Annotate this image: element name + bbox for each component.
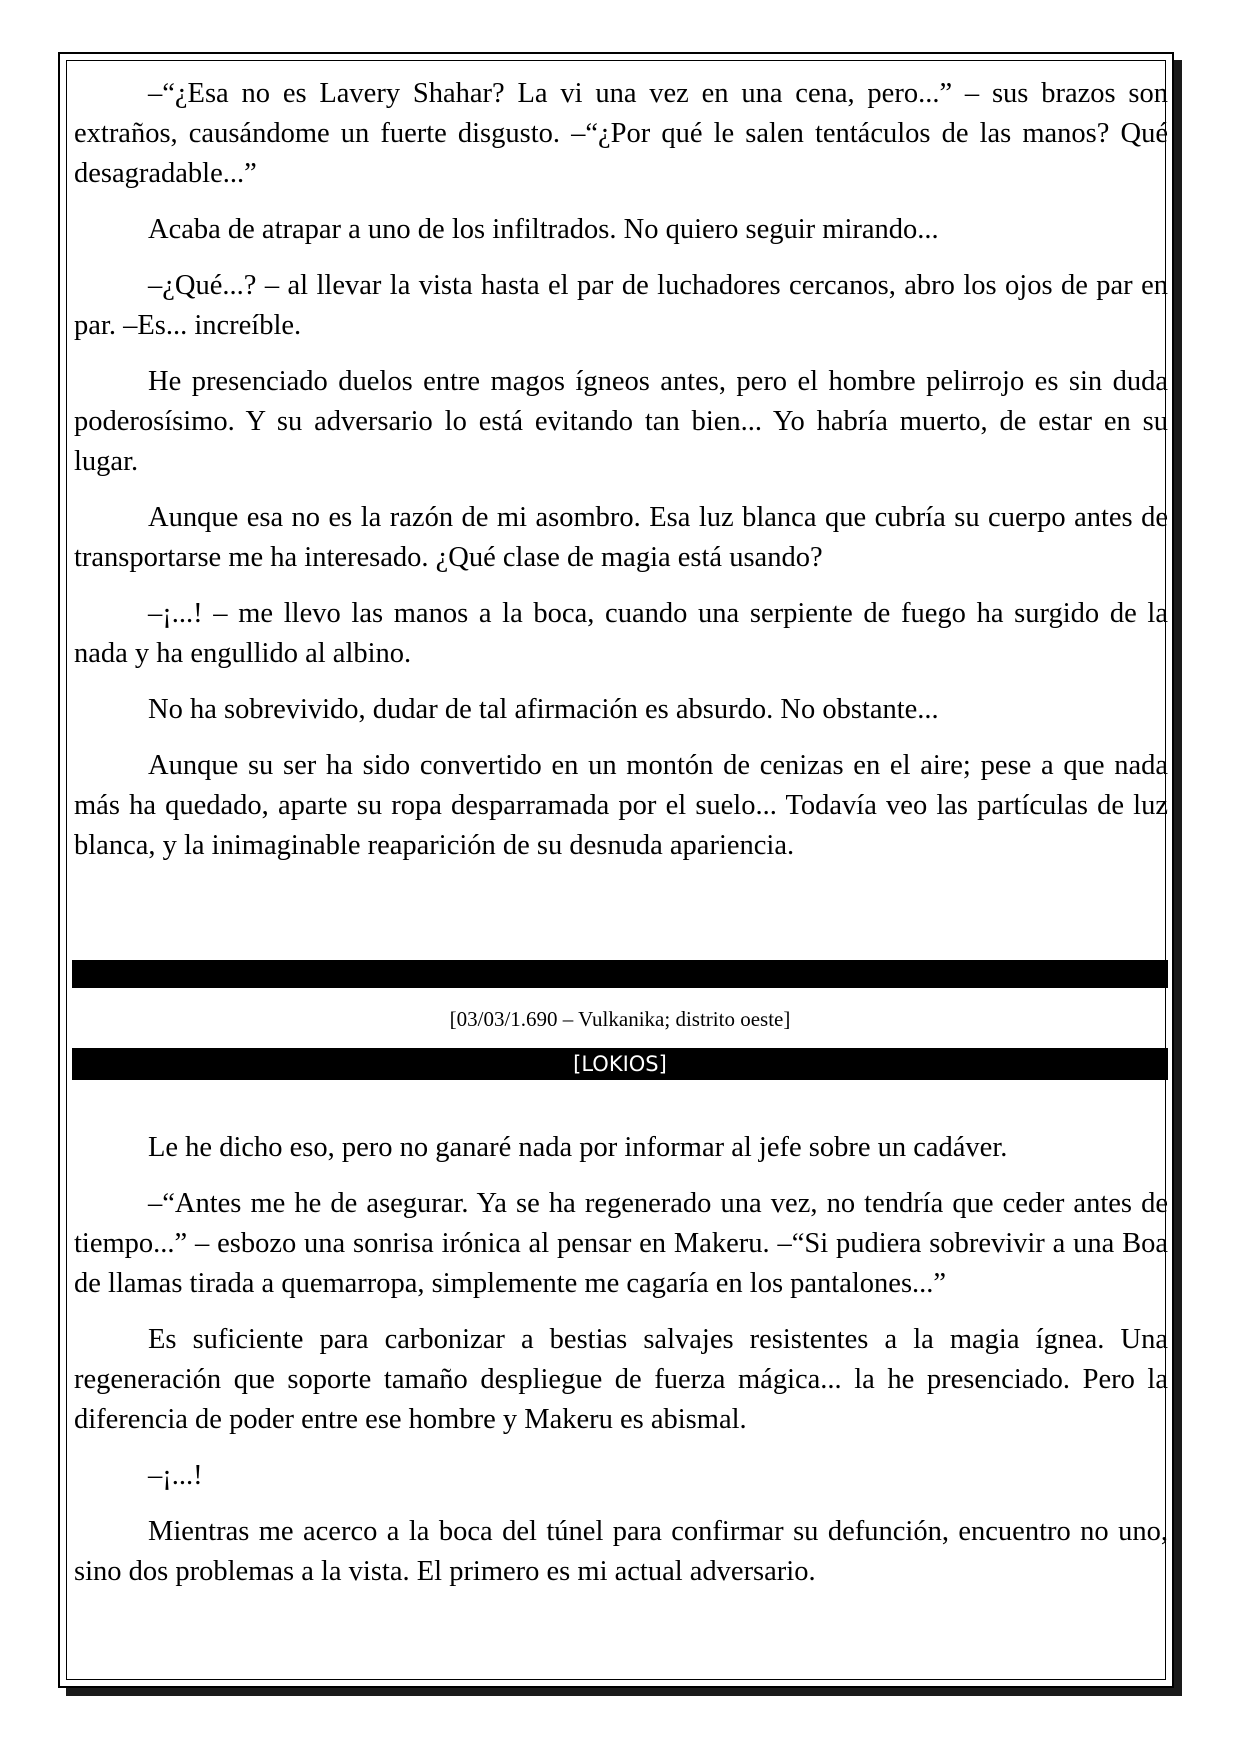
paragraph: Es suficiente para carbonizar a bestias salvajes resistentes a la magia ígnea. Una regeneración que soporte tamaño despliegue de fuerza mágica... la he presenciado. Pero la diferencia de poder entre ese hombre y Makeru es abismal. [74, 1324, 1168, 1435]
paragraph: –¡...! – me llevo las manos a la boca, cuando una serpiente de fuego ha surgido de la nada y ha engullido al albino. [74, 598, 1168, 669]
paragraph: Le he dicho eso, pero no ganaré nada por informar al jefe sobre un cadáver. [148, 1132, 1008, 1163]
paragraph: –¡...! [148, 1460, 203, 1491]
scene-date-location: [03/03/1.690 – Vulkanika; distrito oeste] [449, 1007, 791, 1031]
paragraph: –¿Qué...? – al llevar la vista hasta el par de luchadores cercanos, abro los ojos de par en par. –Es... increíble. [74, 270, 1168, 341]
paragraph: He presenciado duelos entre magos ígneos antes, pero el hombre pelirrojo es sin duda poderosísimo. Y su adversario lo está evitando tan bien... Yo habría muerto, de estar en su lugar. [74, 366, 1168, 477]
narrative-section-2 [74, 1128, 1168, 1608]
paragraph: Aunque esa no es la razón de mi asombro. Esa luz blanca que cubría su cuerpo antes de transportarse me ha interesado. ¿Qué clase de magia está usando? [74, 502, 1168, 573]
scene-divider-bar [72, 960, 1168, 988]
paragraph: Acaba de atrapar a uno de los infiltrados. No quiero seguir mirando... [148, 214, 939, 245]
paragraph: –“¿Esa no es Lavery Shahar? La vi una vez en una cena, pero...” – sus brazos son extraños, causándome un fuerte disgusto. –“¿Por qué le salen tentáculos de las manos? Qué desagradable...” [74, 78, 1168, 189]
paragraph: Mientras me acerco a la boca del túnel para confirmar su defunción, encuentro no uno, sino dos problemas a la vista. El primero es mi actual adversario. [74, 1516, 1168, 1587]
paragraph: Aunque su ser ha sido convertido en un montón de cenizas en el aire; pese a que nada más ha quedado, aparte su ropa desparramada por el suelo... Todavía veo las partículas de luz blanca, y la inimaginable reaparición de su desnuda apariencia. [74, 750, 1168, 861]
paragraph: No ha sobrevivido, dudar de tal afirmación es absurdo. No obstante... [148, 694, 939, 725]
paragraph: –“Antes me he de asegurar. Ya se ha regenerado una vez, no tendría que ceder antes de tiempo...” – esbozo una sonrisa irónica al pensar en Makeru. –“Si pudiera sobrevivir a una Boa de llamas tirada a quemarropa, simplemente me cagaría en los pantalones...” [74, 1188, 1168, 1299]
pov-name-bar: [LOKIOS] [72, 1048, 1168, 1080]
narrative-section-1 [74, 74, 1168, 882]
